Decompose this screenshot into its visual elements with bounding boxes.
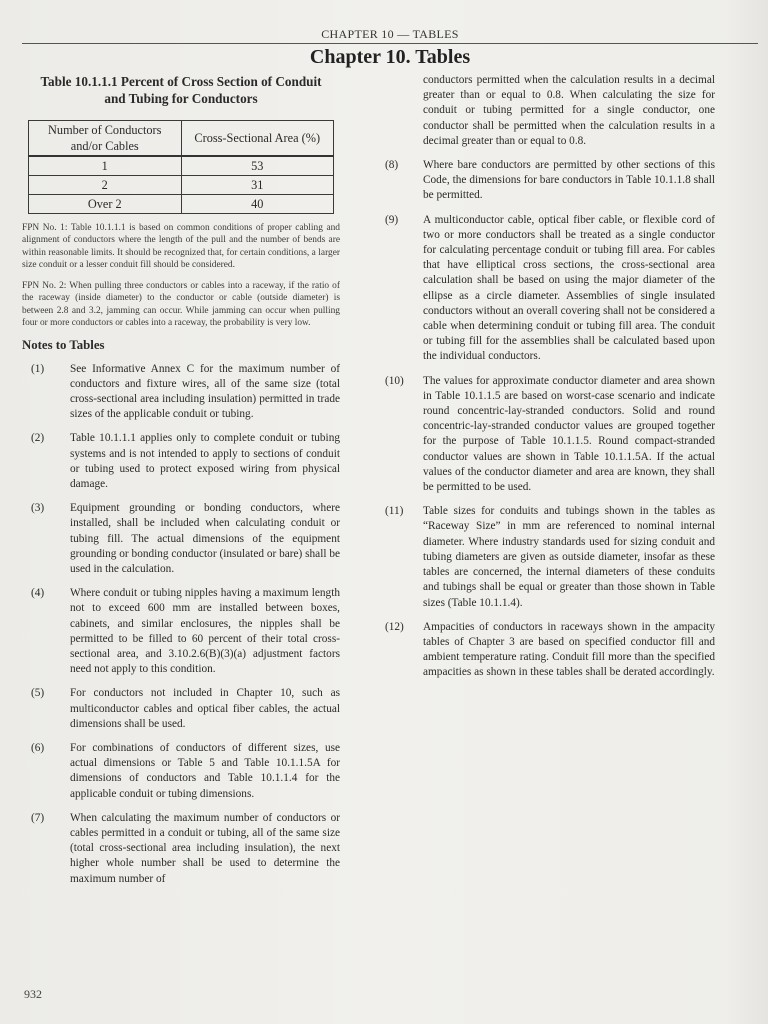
note-item	[22, 501, 340, 577]
binding-shadow	[728, 0, 768, 1024]
right-column	[385, 73, 715, 690]
note-number: (1)	[31, 362, 45, 375]
note-item	[385, 213, 715, 365]
table-header-row	[29, 121, 334, 157]
column-header-area: Cross-Sectional Area (%)	[181, 121, 334, 157]
table-cell-count: 2	[29, 176, 182, 195]
note-item	[22, 811, 340, 887]
note-item	[22, 586, 340, 677]
note-number: (4)	[31, 587, 45, 600]
note-text: Table sizes for conduits and tubings shown in the tables as “Raceway Size” in mm are referenced to nominal internal diameter. Where industry standards used for sizing conduit and tubing diameters are given as outside diameter, insofar as these tables are concerned, the internal diameters of these conduits and tubings shall be equal or greater than those shown in Table sizes (Table 10.1.1.4).	[423, 505, 715, 609]
fine-print-note-2: FPN No. 2: When pulling three conductors or cables into a raceway, if the ratio of the raceway (inside diameter) to the conductor or cable (outside diameter) is between 2.8 and 3.2, jamming can occur. While jamming can occur when pulling four or more conductors or cables into a raceway, the probability is very low.	[22, 281, 340, 329]
note-text: The values for approximate conductor diameter and area shown in Table 10.1.1.5 are based on worst-case scenario and indicate round concentric-lay-stranded conductors. Solid and round concentric-lay-stranded conductor values are grouped together for the purpose of Table 10.1.1.5. Round compact-stranded conductor values are shown in Table 10.1.1.5A. If the actual values of the conductor diameter and area are known, they shall be permitted to be used.	[423, 374, 715, 494]
note-item	[22, 686, 340, 732]
note-number: (3)	[31, 502, 45, 515]
table-cell-area: 40	[181, 195, 334, 214]
note-item	[385, 504, 715, 610]
running-head: CHAPTER 10 — TABLES	[321, 27, 459, 41]
note-text: See Informative Annex C for the maximum number of conductors and fixture wires, all of the same size (total cross-sectional area including insulation) permitted in trade sizes of the applicable conduit or tubing.	[70, 362, 340, 421]
conduit-fill-table	[28, 120, 334, 214]
note-text: Equipment grounding or bonding conductors, where installed, shall be included when calculating conduit or tubing fill. The actual dimensions of the equipment grounding or bonding conductor (insulated or bare) shall be used in the calculation.	[70, 502, 340, 576]
note-number: (2)	[31, 432, 45, 445]
chapter-title: Chapter 10. Tables	[309, 46, 471, 68]
header-rule	[22, 43, 758, 44]
table-caption-line1: Table 10.1.1.1 Percent of Cross Section of Conduit	[40, 74, 322, 89]
table-caption	[22, 73, 340, 107]
table-row	[29, 176, 334, 195]
note-text: Ampacities of conductors in raceways shown in the ampacity tables of Chapter 3 are based on specified conductor fill and ambient temperature rating. Conduit fill more than the specified ampacities as shown in these tables shall be derated accordingly.	[423, 620, 715, 679]
note-text: For conductors not included in Chapter 10, such as multiconductor cables and optical fiber cables, the actual dimensions shall be used.	[70, 687, 340, 730]
notes-heading: Notes to Tables	[22, 338, 105, 353]
note-item	[22, 741, 340, 802]
table-cell-area: 53	[181, 156, 334, 176]
note-number: (8)	[385, 159, 399, 172]
note-text: A multiconductor cable, optical fiber cable, or flexible cord of two or more conductors shall be treated as a single conductor for calculating percentage conduit or tubing fill area. For cables that have elliptical cross sections, the cross-sectional area calculation shall be based on using the major diameter of the ellipse as a circle diameter. Assemblies of single insulated conductors without an overall covering shall not be considered a cable when determining conduit or tubing fill area. The conduit or tubing fill for the assemblies shall be calculated based upon the individual conductors.	[423, 213, 715, 363]
note-item	[22, 362, 340, 423]
page-number: 932	[24, 987, 42, 1001]
table-cell-area: 31	[181, 176, 334, 195]
note-text: For combinations of conductors of different sizes, use actual dimensions or Table 5 and Table 10.1.1.5A for dimensions of conductors and Table 10.1.1.4 for the applicable conduit or tubing dimensions.	[70, 742, 340, 800]
note-number: (11)	[385, 505, 404, 518]
table-cell-count: Over 2	[29, 195, 182, 214]
note-item	[385, 158, 715, 204]
note-number: (10)	[385, 374, 404, 387]
left-column	[22, 73, 340, 896]
table-row	[29, 156, 334, 176]
note-number: (12)	[385, 620, 404, 633]
note-item	[22, 431, 340, 492]
note-text: Table 10.1.1.1 applies only to complete conduit or tubing systems and is not intended to apply to sections of conduit or tubing used to protect exposed wiring from physical damage.	[70, 432, 340, 490]
note-number: (7)	[31, 811, 45, 824]
table-caption-line2: and Tubing for Conductors	[104, 91, 258, 106]
note-number: (5)	[31, 687, 45, 700]
note-number: (6)	[31, 742, 45, 755]
note-text: Where bare conductors are permitted by other sections of this Code, the dimensions for bare conductors in Table 10.1.1.8 shall be permitted.	[423, 159, 715, 202]
note-number: (9)	[385, 213, 399, 226]
note-item	[385, 374, 715, 496]
table-cell-count: 1	[29, 156, 182, 176]
note-text: When calculating the maximum number of conductors or cables permitted in a conduit or tubing, all of the same size (total cross-sectional area including insulation), the next higher whole number shall be used to determine the maximum number of	[70, 811, 340, 885]
fine-print-note-1: FPN No. 1: Table 10.1.1.1 is based on common conditions of proper cabling and alignment of conductors where the length of the pull and the number of bends are within reasonable limits. It should be recognized that, for certain conditions, a larger size conduit or a lesser conduit fill should be considered.	[22, 223, 340, 270]
note-item	[385, 620, 715, 681]
column-header-conductors: Number of Conductors and/or Cables	[29, 121, 182, 157]
note-text: Where conduit or tubing nipples having a maximum length not to exceed 600 mm are installed between boxes, cabinets, and similar enclosures, the nipples shall be permitted to be filled to 60 percent of their total cross-sectional area, and 3.10.2.6(B)(3)(a) adjustment factors need not apply to this condition.	[70, 587, 340, 676]
table-row	[29, 195, 334, 214]
note-7-continuation: conductors permitted when the calculation results in a decimal greater than or equal to 0.8. When calculating the size for conduit or tubing permitted for a single conductor, one conductor shall be permitted when the calculation results in a decimal greater than or equal to 0.8.	[423, 74, 715, 147]
